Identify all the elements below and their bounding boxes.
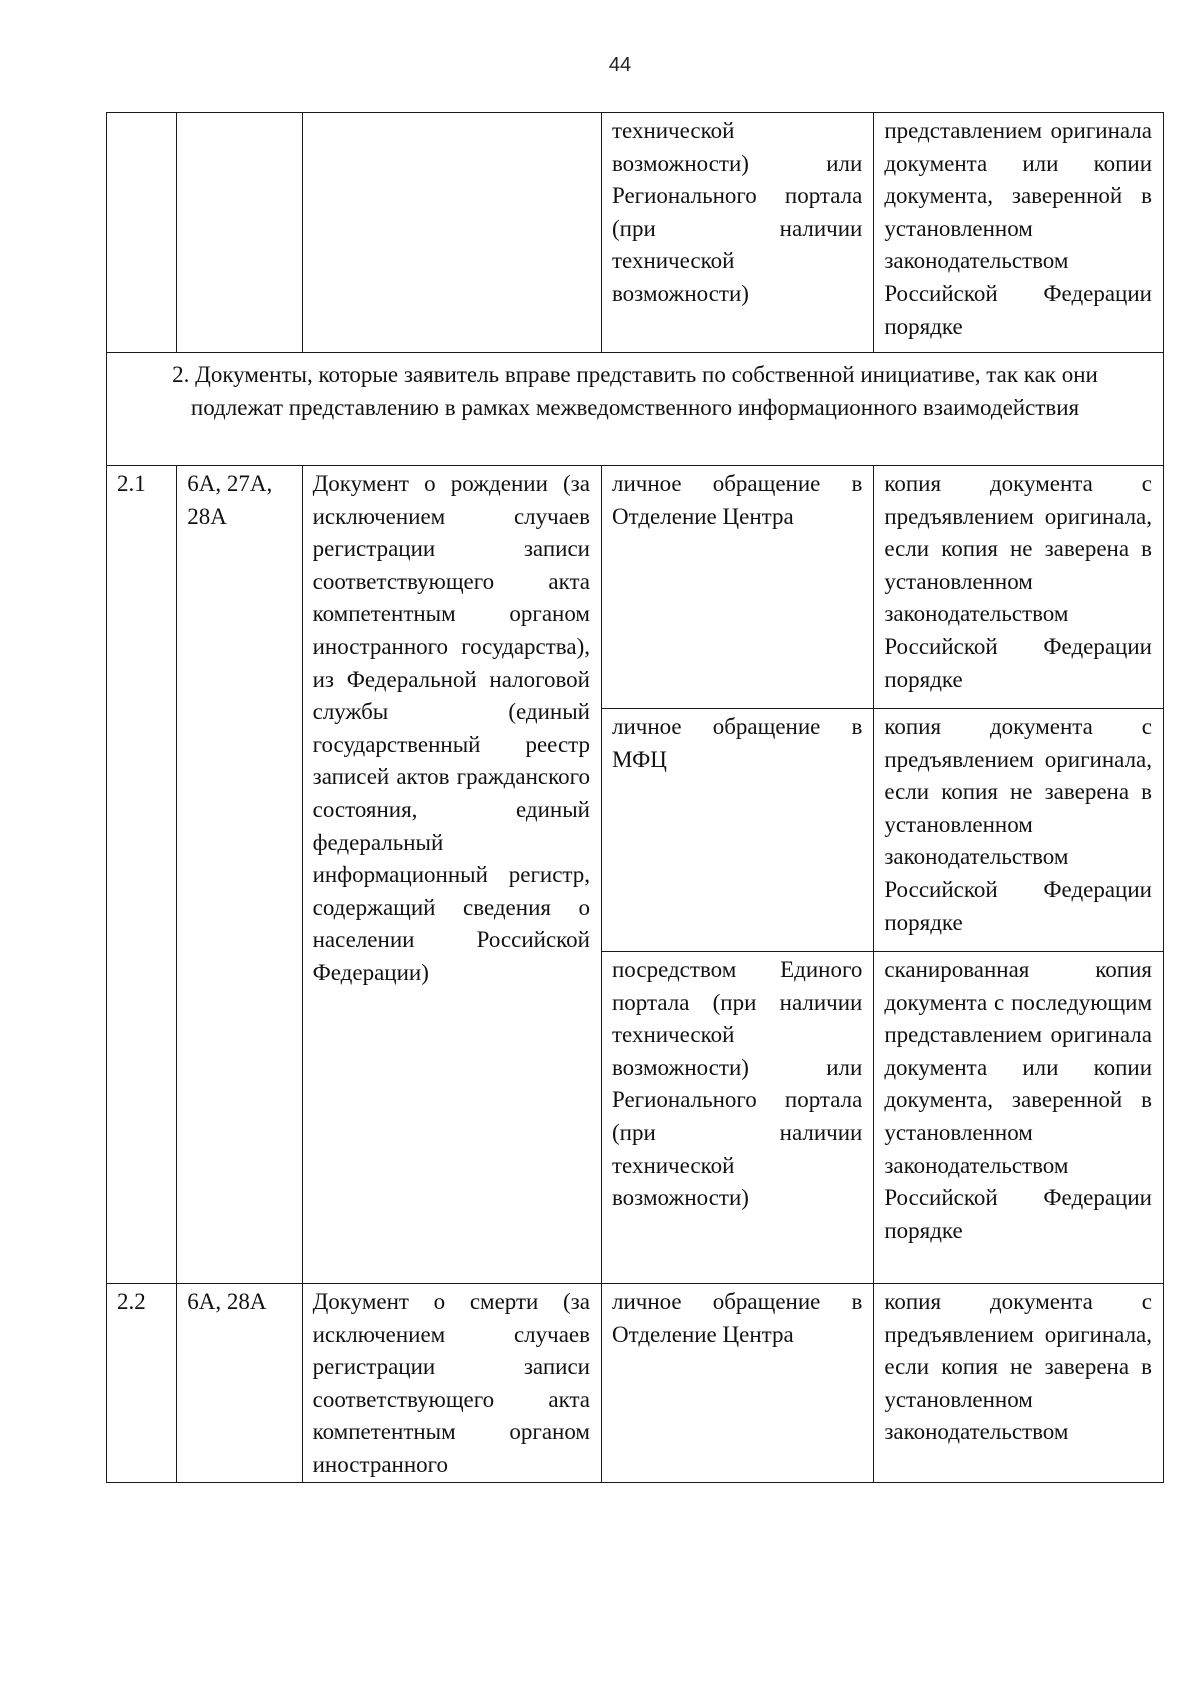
submission-channel: посредством Единого портала (при наличии технической возможности) или Регионального портала (при наличии технической возможности) — [601, 952, 873, 1284]
submission-channel: личное обращение в Отделение Центра — [601, 1284, 873, 1483]
document-name: Документ о смерти (за исключением случаев регистрации записи соответствующего акта компетентным органом иностранного — [302, 1284, 601, 1483]
row-number: 2.2 — [107, 1284, 177, 1483]
num-cell-empty — [107, 113, 177, 353]
table-row-2-2 — [107, 1284, 1164, 1483]
form-codes: 6А, 28А — [177, 1284, 302, 1483]
section-heading: 2. Документы, которые заявитель вправе представить по собственной инициативе, так как они подлежат представлению в рамках межведомственного информационного взаимодействия — [107, 353, 1164, 466]
form-codes: 6А, 27А, 28А — [177, 466, 302, 1284]
section-heading-row — [107, 353, 1164, 466]
codes-cell-empty — [177, 113, 302, 353]
document-form: копия документа с предъявлением оригинала, если копия не заверена в установленном законодательством — [874, 1284, 1164, 1483]
document-form: копия документа с предъявлением оригинала, если копия не заверена в установленном законодательством Российской Федерации порядке — [874, 466, 1164, 709]
documents-table — [106, 112, 1164, 1483]
table-row-2-1 — [107, 466, 1164, 709]
continuation-row — [107, 113, 1164, 353]
document-cell-empty — [302, 113, 601, 353]
page-number: 44 — [608, 54, 632, 76]
form-cell: представлением оригинала документа или копии документа, заверенной в установленном законодательством Российской Федерации порядке — [874, 113, 1164, 353]
row-number: 2.1 — [107, 466, 177, 1284]
channel-cell: технической возможности) или Регионального портала (при наличии технической возможности) — [601, 113, 873, 353]
document-form: копия документа с предъявлением оригинала, если копия не заверена в установленном законодательством Российской Федерации порядке — [874, 709, 1164, 952]
submission-channel: личное обращение в Отделение Центра — [601, 466, 873, 709]
submission-channel: личное обращение в МФЦ — [601, 709, 873, 952]
document-form: сканированная копия документа с последующим представлением оригинала документа или копии документа, заверенной в установленном законодательством Российской Федерации порядке — [874, 952, 1164, 1284]
document-name: Документ о рождении (за исключением случаев регистрации записи соответствующего акта компетентным органом иностранного государства), из Федеральной налоговой службы (единый государственный реестр записей актов гражданского состояния, единый федеральный информационный регистр, содержащий сведения о населении Российской Федерации) — [302, 466, 601, 1284]
